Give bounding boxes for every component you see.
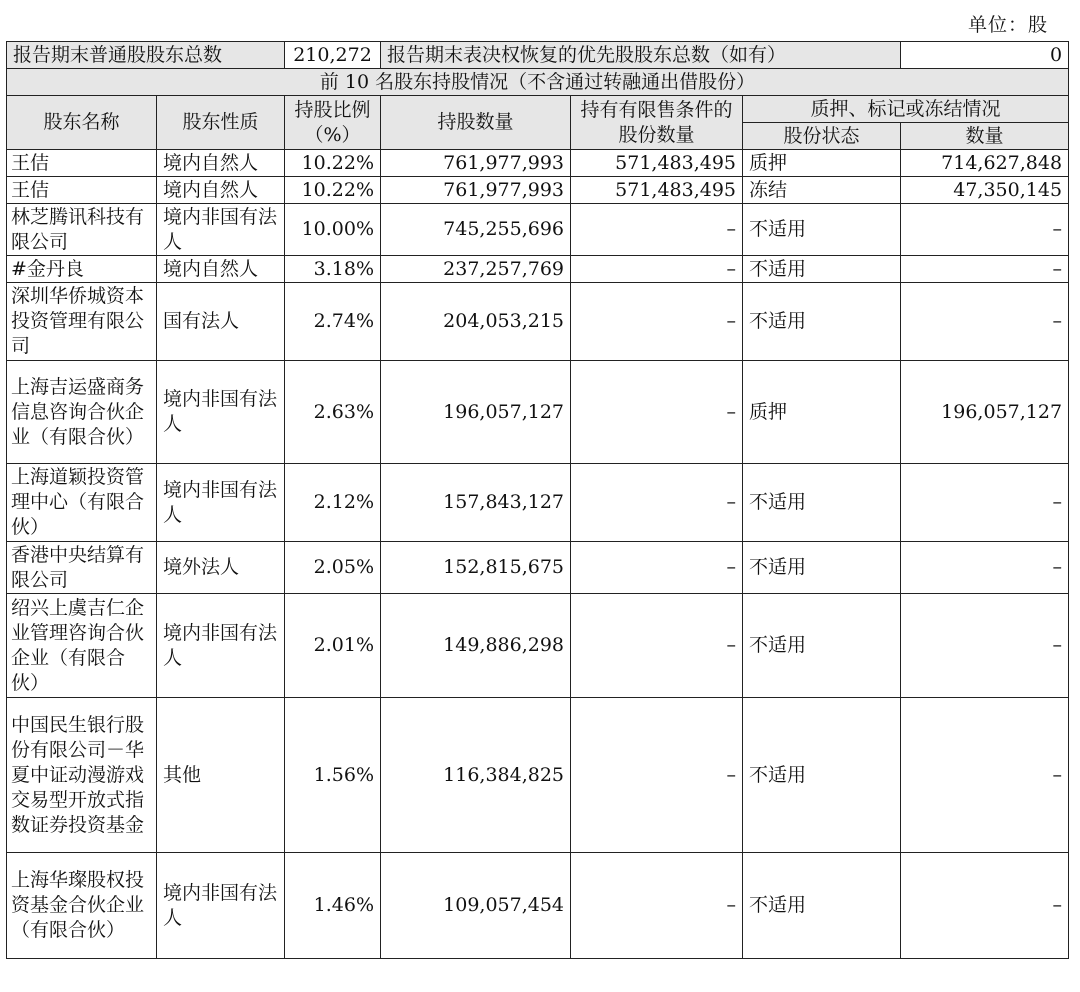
header-restricted: 持有有限售条件的股份数量	[571, 96, 743, 150]
share-status: 质押	[743, 150, 901, 177]
share-status: 不适用	[743, 204, 901, 256]
shareholder-name: 上海华璨股权投资基金合伙企业（有限合伙）	[7, 853, 157, 959]
preferred-holders-value: 0	[901, 42, 1069, 69]
shareholder-nature: 境内非国有法人	[157, 853, 285, 959]
pledge-quantity: –	[901, 594, 1069, 698]
shareholder-name: 香港中央结算有限公司	[7, 542, 157, 594]
holding-quantity: 745,255,696	[381, 204, 571, 256]
restricted-shares: –	[571, 361, 743, 464]
shareholder-nature: 境内自然人	[157, 256, 285, 283]
shareholder-name: 王佶	[7, 177, 157, 204]
share-status: 不适用	[743, 698, 901, 853]
restricted-shares: –	[571, 204, 743, 256]
common-holders-label: 报告期末普通股股东总数	[7, 42, 285, 69]
holding-ratio: 2.74%	[285, 283, 381, 361]
pledge-quantity: –	[901, 542, 1069, 594]
table-row	[7, 464, 1069, 542]
share-status: 不适用	[743, 542, 901, 594]
holding-quantity: 152,815,675	[381, 542, 571, 594]
unit-label: 单位：股	[967, 14, 1048, 36]
holding-ratio: 10.22%	[285, 177, 381, 204]
shareholder-nature: 境内非国有法人	[157, 361, 285, 464]
pledge-quantity: –	[901, 853, 1069, 959]
holding-ratio: 1.46%	[285, 853, 381, 959]
common-holders-value: 210,272	[285, 42, 381, 69]
share-status: 质押	[743, 361, 901, 464]
summary-row	[7, 42, 1069, 69]
holding-quantity: 196,057,127	[381, 361, 571, 464]
pledge-quantity: –	[901, 256, 1069, 283]
shareholder-nature: 境内非国有法人	[157, 464, 285, 542]
share-status: 不适用	[743, 283, 901, 361]
share-status: 不适用	[743, 256, 901, 283]
holding-quantity: 149,886,298	[381, 594, 571, 698]
pledge-quantity: –	[901, 464, 1069, 542]
shareholder-nature: 境内非国有法人	[157, 594, 285, 698]
shareholder-nature: 境内自然人	[157, 177, 285, 204]
shareholder-name: 上海道颖投资管理中心（有限合伙）	[7, 464, 157, 542]
holding-ratio: 2.05%	[285, 542, 381, 594]
restricted-shares: –	[571, 464, 743, 542]
share-status: 不适用	[743, 464, 901, 542]
restricted-shares: –	[571, 283, 743, 361]
share-status: 不适用	[743, 853, 901, 959]
shareholders-table	[6, 41, 1069, 959]
restricted-shares: 571,483,495	[571, 150, 743, 177]
header-ratio: 持股比例（%）	[285, 96, 381, 150]
holding-quantity: 204,053,215	[381, 283, 571, 361]
table-row	[7, 698, 1069, 853]
shareholder-name: 深圳华侨城资本投资管理有限公司	[7, 283, 157, 361]
pledge-quantity: –	[901, 283, 1069, 361]
section-title: 前 10 名股东持股情况（不含通过转融通出借股份）	[7, 69, 1069, 96]
restricted-shares: –	[571, 594, 743, 698]
holding-ratio: 10.22%	[285, 150, 381, 177]
holding-ratio: 2.12%	[285, 464, 381, 542]
table-row	[7, 594, 1069, 698]
shareholder-name: 绍兴上虞吉仁企业管理咨询合伙企业（有限合伙）	[7, 594, 157, 698]
restricted-shares: –	[571, 256, 743, 283]
share-status: 冻结	[743, 177, 901, 204]
header-status: 股份状态	[743, 123, 901, 150]
pledge-quantity: 47,350,145	[901, 177, 1069, 204]
holding-ratio: 3.18%	[285, 256, 381, 283]
table-row	[7, 853, 1069, 959]
shareholder-nature: 境内自然人	[157, 150, 285, 177]
header-row-1	[7, 96, 1069, 123]
header-quantity: 持股数量	[381, 96, 571, 150]
restricted-shares: 571,483,495	[571, 177, 743, 204]
header-name: 股东名称	[7, 96, 157, 150]
shareholder-name: 林芝腾讯科技有限公司	[7, 204, 157, 256]
shareholder-name: #金丹良	[7, 256, 157, 283]
share-status: 不适用	[743, 594, 901, 698]
table-row	[7, 256, 1069, 283]
shareholder-name: 王佶	[7, 150, 157, 177]
restricted-shares: –	[571, 853, 743, 959]
section-title-row	[7, 69, 1069, 96]
holding-quantity: 109,057,454	[381, 853, 571, 959]
holding-quantity: 157,843,127	[381, 464, 571, 542]
table-row	[7, 150, 1069, 177]
shareholder-name: 上海吉运盛商务信息咨询合伙企业（有限合伙）	[7, 361, 157, 464]
shareholder-name: 中国民生银行股份有限公司－华夏中证动漫游戏交易型开放式指数证券投资基金	[7, 698, 157, 853]
holding-quantity: 761,977,993	[381, 177, 571, 204]
table-row	[7, 204, 1069, 256]
table-row	[7, 361, 1069, 464]
table-row	[7, 283, 1069, 361]
pledge-quantity: 714,627,848	[901, 150, 1069, 177]
pledge-quantity: –	[901, 204, 1069, 256]
shareholder-nature: 境外法人	[157, 542, 285, 594]
holding-ratio: 10.00%	[285, 204, 381, 256]
holding-quantity: 761,977,993	[381, 150, 571, 177]
holding-ratio: 1.56%	[285, 698, 381, 853]
header-pledge-qty: 数量	[901, 123, 1069, 150]
holding-quantity: 237,257,769	[381, 256, 571, 283]
table-row	[7, 542, 1069, 594]
restricted-shares: –	[571, 698, 743, 853]
table-row	[7, 177, 1069, 204]
holding-ratio: 2.01%	[285, 594, 381, 698]
holding-quantity: 116,384,825	[381, 698, 571, 853]
header-pledge-group: 质押、标记或冻结情况	[743, 96, 1069, 123]
holding-ratio: 2.63%	[285, 361, 381, 464]
shareholder-nature: 境内非国有法人	[157, 204, 285, 256]
preferred-holders-label: 报告期末表决权恢复的优先股股东总数（如有）	[381, 42, 901, 69]
pledge-quantity: 196,057,127	[901, 361, 1069, 464]
header-nature: 股东性质	[157, 96, 285, 150]
restricted-shares: –	[571, 542, 743, 594]
pledge-quantity: –	[901, 698, 1069, 853]
shareholder-nature: 国有法人	[157, 283, 285, 361]
shareholder-nature: 其他	[157, 698, 285, 853]
